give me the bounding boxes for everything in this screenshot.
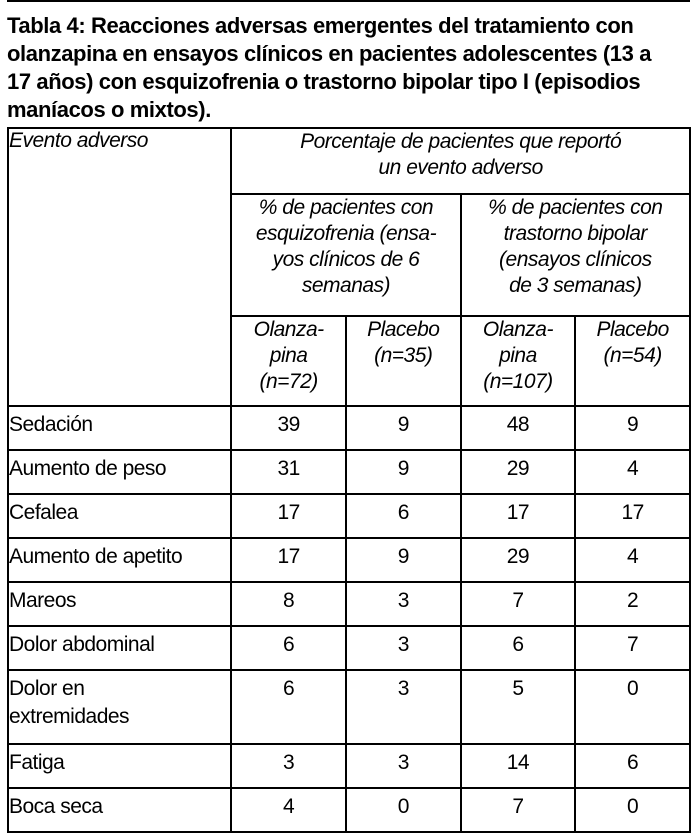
event-name: Cefalea (8, 494, 231, 538)
value-cell: 4 (575, 450, 690, 494)
value-cell: 6 (461, 626, 576, 670)
value-cell: 5 (461, 670, 576, 744)
header-line: (n=107) (483, 370, 553, 393)
value-cell: 3 (346, 582, 461, 626)
esquizofrenia-header-line: semanas) (301, 274, 391, 297)
value-cell: 9 (346, 406, 461, 450)
header-line: pina (499, 344, 537, 367)
event-name: Aumento de apetito (8, 538, 231, 582)
event-name (8, 670, 231, 744)
value-cell: 8 (231, 582, 346, 626)
caption-line: 17 años) con esquizofrenia o trastorno bipolar tipo I (episodios (7, 69, 641, 94)
value-cell: 6 (346, 494, 461, 538)
header-line: Olanza- (253, 318, 324, 341)
event-name: Boca seca (8, 788, 231, 832)
value-cell: 17 (461, 494, 576, 538)
olanzapina-bip-header (461, 316, 576, 406)
value-cell: 0 (346, 788, 461, 832)
caption-line: maníacos o mixtos). (7, 97, 211, 122)
header-line: (n=35) (374, 344, 433, 367)
bipolar-header-line: de 3 semanas) (509, 274, 642, 297)
event-name: Fatiga (8, 744, 231, 788)
value-cell: 0 (575, 670, 690, 744)
event-name: Aumento de peso (8, 450, 231, 494)
esquizofrenia-header-line: yos clínicos de 6 (272, 248, 420, 271)
value-cell: 9 (346, 450, 461, 494)
header-line: (n=54) (603, 344, 662, 367)
bipolar-header-line: (ensayos clínicos (499, 248, 652, 271)
table-row (8, 744, 690, 788)
header-line: Olanza- (482, 318, 553, 341)
bipolar-header (461, 194, 690, 316)
olanzapina-esq-header (231, 316, 346, 406)
event-name-line: Dolor en (9, 677, 85, 700)
value-cell: 9 (346, 538, 461, 582)
table-caption (7, 0, 690, 124)
header-line: Placebo (596, 318, 669, 341)
value-cell: 3 (231, 744, 346, 788)
value-cell: 7 (575, 626, 690, 670)
value-cell: 4 (575, 538, 690, 582)
value-cell: 0 (575, 788, 690, 832)
esquizofrenia-header (231, 194, 460, 316)
value-cell: 9 (575, 406, 690, 450)
percent-header-line: un evento adverso (378, 156, 543, 179)
percent-header (231, 128, 690, 194)
value-cell: 17 (231, 538, 346, 582)
table-row (8, 582, 690, 626)
event-name-line: extremidades (9, 705, 130, 728)
value-cell: 6 (231, 670, 346, 744)
evento-adverso-header (8, 128, 231, 406)
caption-line: Tabla 4: Reacciones adversas emergentes del tratamiento con (7, 13, 634, 38)
value-cell: 3 (346, 744, 461, 788)
percent-header-line: Porcentaje de pacientes que reportó (300, 130, 622, 153)
value-cell: 48 (461, 406, 576, 450)
esquizofrenia-header-line: esquizofrenia (ensa- (255, 222, 437, 245)
value-cell: 31 (231, 450, 346, 494)
value-cell: 3 (346, 626, 461, 670)
event-name: Sedación (8, 406, 231, 450)
value-cell: 2 (575, 582, 690, 626)
bipolar-header-line: % de pacientes con (488, 196, 663, 219)
placebo-bip-header (575, 316, 690, 406)
table-row (8, 670, 690, 744)
value-cell: 6 (575, 744, 690, 788)
value-cell: 29 (461, 538, 576, 582)
table-row (8, 450, 690, 494)
header-line: (n=72) (259, 370, 318, 393)
value-cell: 17 (575, 494, 690, 538)
value-cell: 7 (461, 582, 576, 626)
event-name: Mareos (8, 582, 231, 626)
esquizofrenia-header-line: % de pacientes con (258, 196, 434, 219)
event-name: Dolor abdominal (8, 626, 231, 670)
value-cell: 14 (461, 744, 576, 788)
caption-line: olanzapina en ensayos clínicos en pacientes adolescentes (13 a (7, 41, 652, 66)
value-cell: 3 (346, 670, 461, 744)
value-cell: 4 (231, 788, 346, 832)
table-row (8, 538, 690, 582)
placebo-esq-header (346, 316, 461, 406)
adverse-events-table (7, 127, 691, 833)
table-row (8, 406, 690, 450)
bipolar-header-line: trastorno bipolar (503, 222, 647, 245)
header-line: Placebo (367, 318, 440, 341)
table-row (8, 788, 690, 832)
value-cell: 7 (461, 788, 576, 832)
table-row (8, 494, 690, 538)
value-cell: 29 (461, 450, 576, 494)
value-cell: 39 (231, 406, 346, 450)
header-line: pina (269, 344, 308, 367)
value-cell: 17 (231, 494, 346, 538)
value-cell: 6 (231, 626, 346, 670)
evento-adverso-label: Evento adverso (9, 129, 148, 152)
table-row (8, 626, 690, 670)
